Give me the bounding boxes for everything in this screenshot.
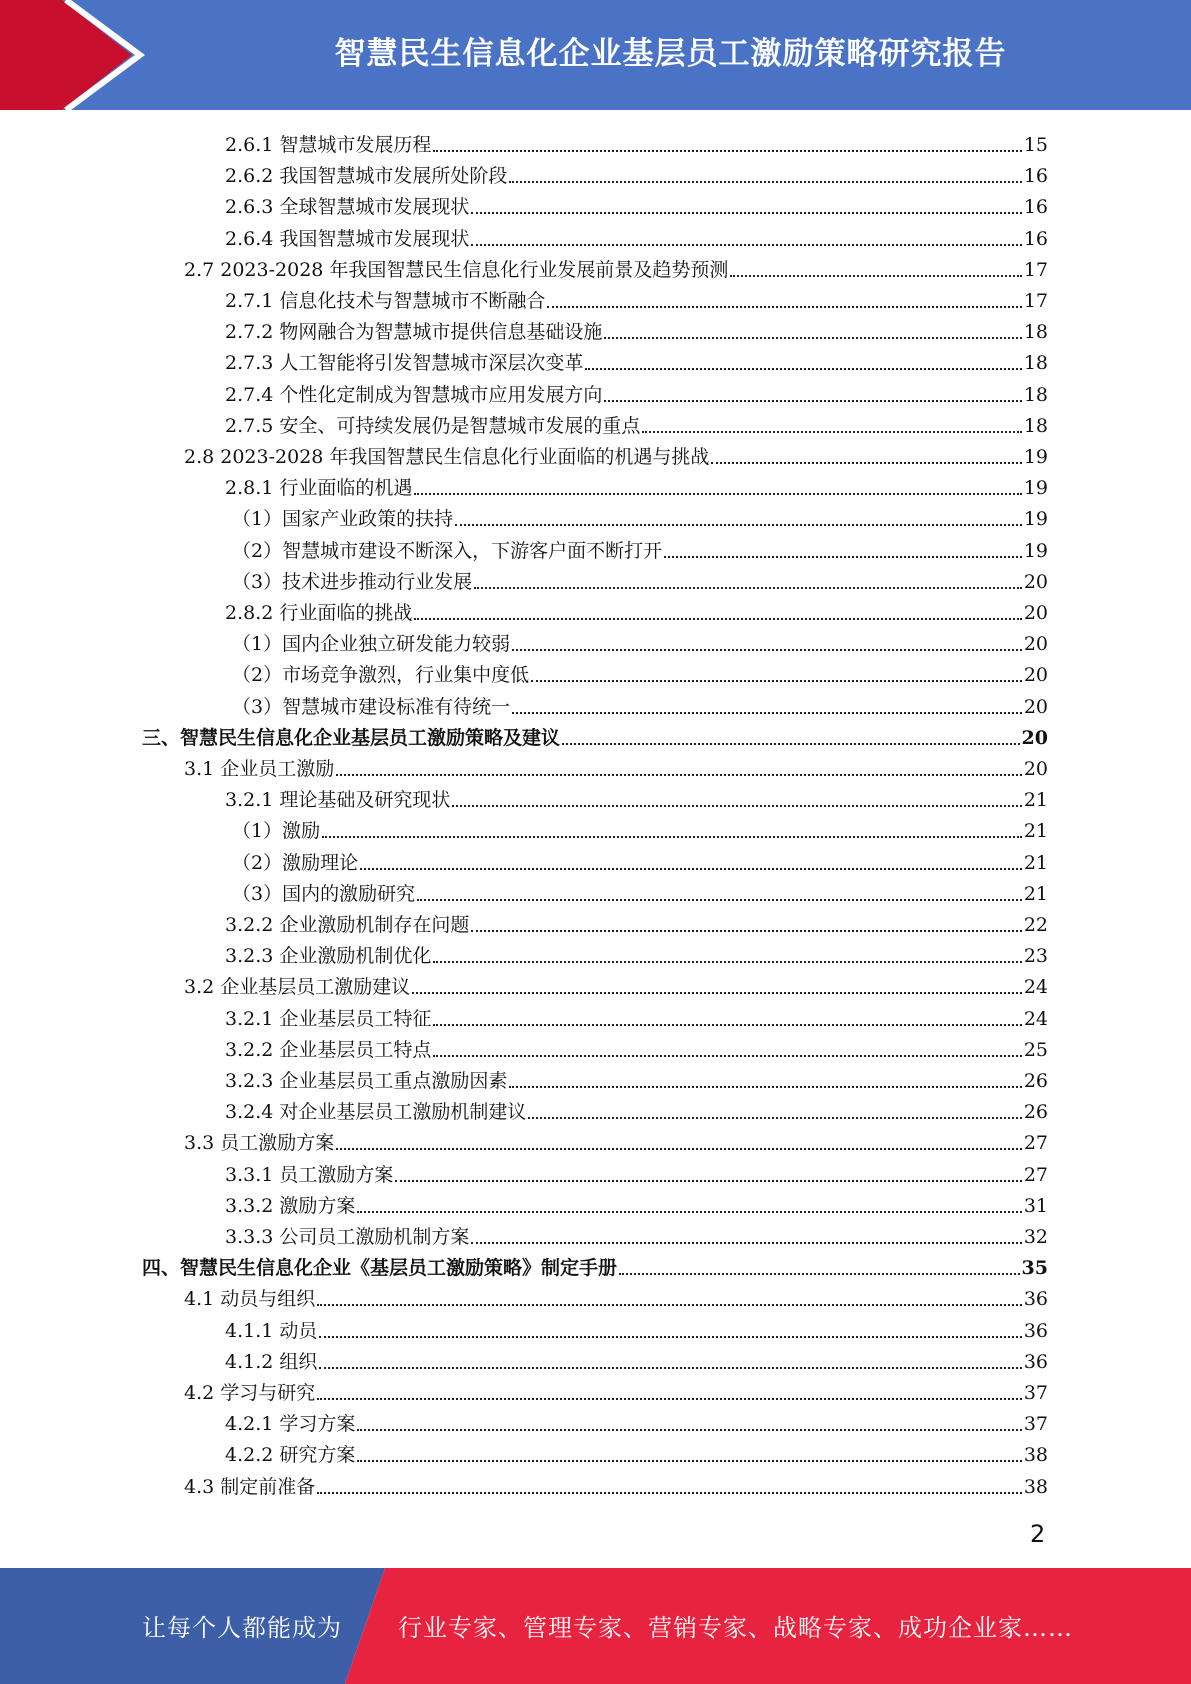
toc-entry-page: 17 xyxy=(1023,290,1048,312)
toc-dot-leader xyxy=(509,180,1021,183)
toc-dot-leader xyxy=(357,1210,1021,1213)
page-header xyxy=(0,0,1191,110)
toc-dot-leader xyxy=(642,430,1021,433)
toc-entry[interactable] xyxy=(225,282,1048,313)
toc-entry-label: 2.6.3 全球智慧城市发展现状 xyxy=(225,196,470,219)
toc-entry-label: （3）智慧城市建设标准有待统一 xyxy=(232,695,511,718)
toc-entry-label: 四、智慧民生信息化企业《基层员工激励策略》制定手册 xyxy=(142,1257,618,1280)
toc-dot-leader xyxy=(433,1023,1021,1026)
toc-entry[interactable] xyxy=(232,844,1048,875)
toc-entry-page: 16 xyxy=(1023,227,1048,250)
toc-dot-leader xyxy=(336,1147,1022,1150)
toc-entry-label: 2.6.1 智慧城市发展历程 xyxy=(225,134,432,156)
toc-entry[interactable] xyxy=(184,1124,1048,1155)
toc-dot-leader xyxy=(319,1335,1021,1338)
toc-entry[interactable] xyxy=(184,1280,1048,1311)
toc-entry[interactable] xyxy=(225,344,1048,375)
toc-entry-page: 20 xyxy=(1023,664,1048,687)
toc-entry[interactable] xyxy=(225,313,1048,344)
toc-entry[interactable] xyxy=(225,376,1048,407)
toc-entry-page: 20 xyxy=(1023,633,1048,656)
toc-entry-page: 19 xyxy=(1023,508,1048,531)
toc-entry-label: 4.1.2 组织 xyxy=(225,1350,318,1373)
toc-dot-leader xyxy=(412,991,1022,994)
toc-entry-label: 2.7.3 人工智能将引发智慧城市深层次变革 xyxy=(225,352,584,375)
toc-entry-label: 4.2.2 研究方案 xyxy=(225,1444,356,1467)
toc-entry[interactable] xyxy=(232,812,1048,843)
toc-entry[interactable] xyxy=(184,438,1048,469)
toc-dot-leader xyxy=(531,679,1022,682)
toc-entry[interactable] xyxy=(225,1093,1048,1124)
toc-entry[interactable] xyxy=(232,875,1048,906)
toc-entry[interactable] xyxy=(225,469,1048,500)
toc-dot-leader xyxy=(474,586,1022,589)
toc-entry[interactable] xyxy=(225,1156,1048,1187)
toc-dot-leader xyxy=(512,711,1022,714)
toc-entry-page: 22 xyxy=(1023,914,1048,936)
toc-entry-page: 26 xyxy=(1023,1101,1048,1124)
toc-entry-page: 21 xyxy=(1023,882,1048,905)
toc-entry-label: 2.7 2023-2028 年我国智慧民生信息化行业发展前景及趋势预测 xyxy=(184,258,729,281)
toc-dot-leader xyxy=(471,1241,1021,1244)
toc-entry-page: 24 xyxy=(1023,976,1048,999)
toc-dot-leader xyxy=(414,492,1021,495)
toc-entry[interactable] xyxy=(225,1343,1048,1374)
toc-entry-label: 2.7.2 物网融合为智慧城市提供信息基础设施 xyxy=(225,321,603,344)
toc-dot-leader xyxy=(433,149,1021,152)
toc-dot-leader xyxy=(452,804,1021,807)
toc-entry-page: 32 xyxy=(1023,1226,1048,1248)
toc-entry-page: 20 xyxy=(1023,570,1048,593)
footer-slogan-left: 让每个人都能成为 xyxy=(142,1614,342,1642)
toc-dot-leader xyxy=(336,773,1022,776)
toc-entry-page: 20 xyxy=(1023,758,1048,780)
toc-entry[interactable] xyxy=(184,968,1048,999)
toc-dot-leader xyxy=(528,1116,1021,1119)
toc-entry-label: 3.2.3 企业基层员工重点激励因素 xyxy=(225,1070,508,1092)
toc-entry-label: 4.3 制定前准备 xyxy=(184,1475,316,1498)
toc-entry-page: 20 xyxy=(1023,695,1048,718)
toc-entry[interactable] xyxy=(225,1218,1048,1249)
toc-entry[interactable] xyxy=(184,251,1048,282)
toc-entry-label: 3.2.2 企业基层员工特点 xyxy=(225,1038,432,1061)
toc-entry[interactable] xyxy=(225,1187,1048,1218)
toc-entry-page: 23 xyxy=(1023,945,1048,968)
toc-entry[interactable] xyxy=(225,1436,1048,1467)
toc-entry-label: 3.2.4 对企业基层员工激励机制建议 xyxy=(225,1101,527,1124)
toc-entry-page: 24 xyxy=(1023,1007,1048,1030)
toc-entry-label: （1）国家产业政策的扶持 xyxy=(232,508,454,531)
toc-entry-page: 19 xyxy=(1023,539,1048,562)
toc-entry-label: 2.7.4 个性化定制成为智慧城市应用发展方向 xyxy=(225,383,603,406)
toc-entry[interactable] xyxy=(225,937,1048,968)
toc-entry[interactable] xyxy=(184,750,1048,781)
toc-entry-label: （3）技术进步推动行业发展 xyxy=(232,570,473,593)
document-title: 智慧民生信息化企业基层员工激励策略研究报告 xyxy=(334,36,1007,72)
toc-entry[interactable] xyxy=(232,500,1048,531)
toc-entry[interactable] xyxy=(184,1468,1048,1499)
toc-entry-label: （1）激励 xyxy=(232,820,321,843)
toc-entry-page: 36 xyxy=(1023,1350,1048,1373)
toc-dot-leader xyxy=(604,336,1021,339)
toc-entry[interactable] xyxy=(232,563,1048,594)
toc-entry-label: （3）国内的激励研究 xyxy=(232,882,416,905)
toc-dot-leader xyxy=(317,1397,1022,1400)
toc-entry-page: 37 xyxy=(1023,1413,1048,1436)
toc-entry-label: 2.7.5 安全、可持续发展仍是智慧城市发展的重点 xyxy=(225,414,641,437)
toc-dot-leader xyxy=(471,929,1021,932)
toc-entry[interactable] xyxy=(225,1000,1048,1031)
toc-entry[interactable] xyxy=(225,1312,1048,1343)
toc-dot-leader xyxy=(414,617,1021,620)
header-arrow-icon xyxy=(0,0,160,110)
toc-entry[interactable] xyxy=(225,906,1048,937)
toc-dot-leader xyxy=(417,898,1022,901)
toc-entry-page: 17 xyxy=(1023,258,1048,281)
toc-dot-leader xyxy=(471,211,1021,214)
toc-dot-leader xyxy=(619,1272,1020,1275)
toc-entry-page: 25 xyxy=(1023,1038,1048,1061)
toc-dot-leader xyxy=(585,367,1021,370)
toc-entry-label: （2）市场竞争激烈，行业集中度低 xyxy=(232,664,530,687)
toc-entry-page: 20 xyxy=(1021,726,1048,749)
toc-entry-page: 21 xyxy=(1023,820,1048,843)
toc-entry-label: 3.2.1 企业基层员工特征 xyxy=(225,1007,432,1030)
toc-entry-label: 三、智慧民生信息化企业基层员工激励策略及建议 xyxy=(142,726,561,749)
toc-dot-leader xyxy=(317,1303,1022,1306)
toc-entry-label: （1）国内企业独立研发能力较弱 xyxy=(232,633,511,656)
toc-entry-page: 21 xyxy=(1023,851,1048,874)
toc-entry[interactable] xyxy=(232,625,1048,656)
toc-entry-page: 36 xyxy=(1023,1288,1048,1311)
toc-dot-leader xyxy=(509,1085,1021,1088)
toc-entry-page: 38 xyxy=(1023,1444,1048,1467)
toc-dot-leader xyxy=(395,1179,1021,1182)
toc-dot-leader xyxy=(319,1366,1021,1369)
toc-dot-leader xyxy=(317,1491,1022,1494)
toc-entry-label: 3.2.3 企业激励机制优化 xyxy=(225,945,432,968)
toc-entry[interactable] xyxy=(142,719,1048,750)
page-footer xyxy=(0,1568,1191,1684)
toc-entry-label: 2.8.2 行业面临的挑战 xyxy=(225,602,413,624)
toc-entry-label: 3.2.1 理论基础及研究现状 xyxy=(225,789,451,812)
toc-entry[interactable] xyxy=(225,1031,1048,1062)
toc-entry-page: 21 xyxy=(1023,789,1048,812)
toc-entry[interactable] xyxy=(225,781,1048,812)
toc-dot-leader xyxy=(433,960,1021,963)
toc-entry[interactable] xyxy=(225,1062,1048,1093)
toc-entry[interactable] xyxy=(225,188,1048,219)
toc-entry[interactable] xyxy=(232,656,1048,687)
toc-entry[interactable] xyxy=(225,157,1048,188)
toc-dot-leader xyxy=(357,1428,1021,1431)
toc-entry-page: 18 xyxy=(1023,414,1048,437)
toc-entry[interactable] xyxy=(232,532,1048,563)
toc-entry-label: （2）智慧城市建设不断深入，下游客户面不断打开 xyxy=(232,539,663,562)
toc-dot-leader xyxy=(547,305,1021,308)
toc-entry-page: 27 xyxy=(1023,1163,1048,1186)
toc-dot-leader xyxy=(357,1459,1021,1462)
toc-entry[interactable] xyxy=(142,1249,1048,1280)
toc-entry-page: 18 xyxy=(1023,321,1048,344)
toc-dot-leader xyxy=(711,461,1021,464)
toc-dot-leader xyxy=(512,648,1022,651)
toc-entry-label: 4.2.1 学习方案 xyxy=(225,1413,356,1436)
toc-entry-page: 16 xyxy=(1023,165,1048,188)
footer-slogan-right: 行业专家、管理专家、营销专家、战略专家、成功企业家…… xyxy=(398,1614,1073,1642)
toc-entry-page: 19 xyxy=(1023,477,1048,500)
toc-entry-label: 3.1 企业员工激励 xyxy=(184,758,335,780)
toc-entry-label: 3.2 企业基层员工激励建议 xyxy=(184,976,411,999)
toc-entry[interactable] xyxy=(225,1405,1048,1436)
toc-entry[interactable] xyxy=(232,688,1048,719)
toc-entry-label: 3.3.2 激励方案 xyxy=(225,1194,356,1217)
toc-entry-page: 36 xyxy=(1023,1319,1048,1342)
toc-entry-page: 20 xyxy=(1023,602,1048,624)
toc-entry-page: 16 xyxy=(1023,196,1048,219)
toc-entry[interactable] xyxy=(225,407,1048,438)
toc-dot-leader xyxy=(604,399,1021,402)
toc-entry[interactable] xyxy=(225,594,1048,625)
toc-dot-leader xyxy=(455,523,1022,526)
toc-entry-label: 3.3.1 员工激励方案 xyxy=(225,1163,394,1186)
toc-entry-page: 26 xyxy=(1023,1070,1048,1092)
toc-entry-label: 3.2.2 企业激励机制存在问题 xyxy=(225,914,470,936)
toc-entry-label: 2.8.1 行业面临的机遇 xyxy=(225,477,413,500)
toc-dot-leader xyxy=(664,555,1022,558)
toc-entry-page: 37 xyxy=(1023,1382,1048,1404)
toc-dot-leader xyxy=(730,274,1021,277)
toc-entry-page: 31 xyxy=(1023,1194,1048,1217)
toc-dot-leader xyxy=(433,1054,1021,1057)
toc-entry-label: 3.3.3 公司员工激励机制方案 xyxy=(225,1226,470,1248)
toc-entry-label: 2.7.1 信息化技术与智慧城市不断融合 xyxy=(225,290,546,312)
toc-entry-label: 2.6.4 我国智慧城市发展现状 xyxy=(225,227,470,250)
toc-entry[interactable] xyxy=(225,220,1048,251)
toc-entry-label: 4.1.1 动员 xyxy=(225,1319,318,1342)
toc-entry-page: 27 xyxy=(1023,1132,1048,1155)
toc-entry-label: （2）激励理论 xyxy=(232,851,359,874)
toc-entry-page: 19 xyxy=(1023,446,1048,468)
toc-entry-label: 3.3 员工激励方案 xyxy=(184,1132,335,1155)
toc-entry-label: 4.2 学习与研究 xyxy=(184,1382,316,1404)
toc-entry-page: 15 xyxy=(1023,134,1048,156)
toc-entry-label: 4.1 动员与组织 xyxy=(184,1288,316,1311)
toc-dot-leader xyxy=(562,742,1020,745)
toc-entry[interactable] xyxy=(184,1374,1048,1405)
toc-dot-leader xyxy=(360,867,1022,870)
toc-entry-label: 2.6.2 我国智慧城市发展所处阶段 xyxy=(225,165,508,188)
toc-entry-page: 18 xyxy=(1023,383,1048,406)
toc-entry-page: 38 xyxy=(1023,1475,1048,1498)
toc-entry-page: 35 xyxy=(1021,1257,1048,1280)
toc-dot-leader xyxy=(322,835,1022,838)
page-number: 2 xyxy=(1030,1520,1046,1548)
toc-entry-label: 2.8 2023-2028 年我国智慧民生信息化行业面临的机遇与挑战 xyxy=(184,446,710,468)
toc-entry[interactable] xyxy=(225,126,1048,157)
toc-dot-leader xyxy=(471,243,1021,246)
toc-entry-page: 18 xyxy=(1023,352,1048,375)
